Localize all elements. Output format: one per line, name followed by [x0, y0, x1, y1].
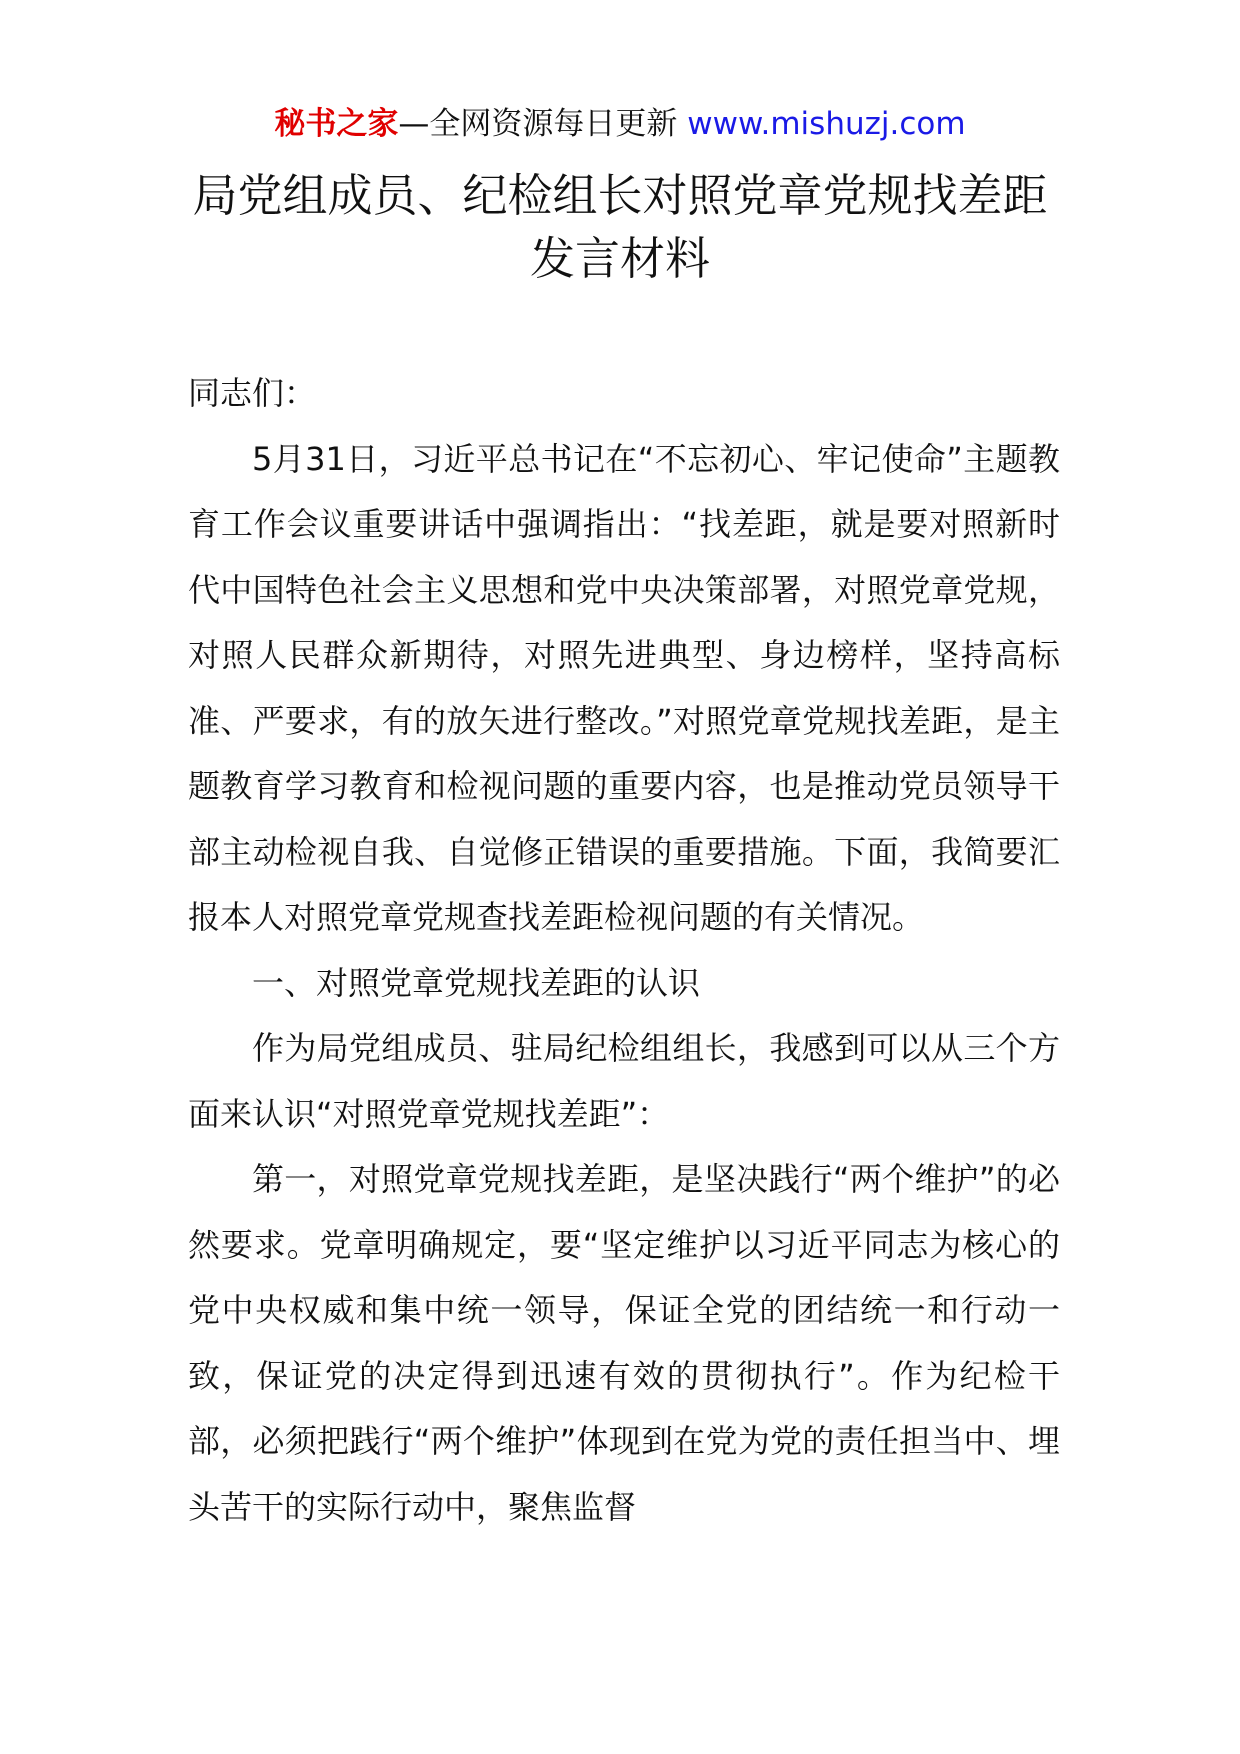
salutation: 同志们：	[188, 374, 317, 412]
paragraph-first-point: 第一，对照党章党规找差距，是坚决践行“两个维护”的必然要求。党章明确规定，要“坚定维护以习近平同志为核心的党中央权威和集中统一领导，保证全党的团结统一和行动一致，保证党的决定得到迅速有效的贯彻执行”。作为纪检干部，必须把践行“两个维护”体现到在党为党的责任担当中、埋头苦干的实际行动中，聚焦监督	[188, 1160, 1060, 1526]
section-heading-1: 一、对照党章党规找差距的认识	[252, 963, 701, 1002]
document-title: 局党组成员、纪检组长对照党章党规找差距发言材料	[192, 169, 1048, 285]
header-tagline: —全网资源每日更新	[398, 106, 678, 142]
watermark-header	[0, 104, 1240, 144]
header-brand: 秘书之家	[274, 106, 399, 142]
document-body	[188, 361, 1060, 1540]
paragraph-intro: 5月31日，习近平总书记在“不忘初心、牢记使命”主题教育工作会议重要讲话中强调指出：“找差距，就是要对照新时代中国特色社会主义思想和党中央决策部署，对照党章党规，对照人民群众新期待，对照先进典型、身边榜样，坚持高标准、严要求，有的放矢进行整改。”对照党章党规找差距，是主题教育学习教育和检视问题的重要内容，也是推动党员领导干部主动检视自我、自觉修正错误的重要措施。下面，我简要汇报本人对照党章党规查找差距检视问题的有关情况。	[188, 439, 1060, 936]
paragraph-recognition: 作为局党组成员、驻局纪检组组长，我感到可以从三个方面来认识“对照党章党规找差距”：	[188, 1029, 1060, 1133]
header-url-link[interactable]: www.mishuzj.com	[687, 106, 966, 142]
